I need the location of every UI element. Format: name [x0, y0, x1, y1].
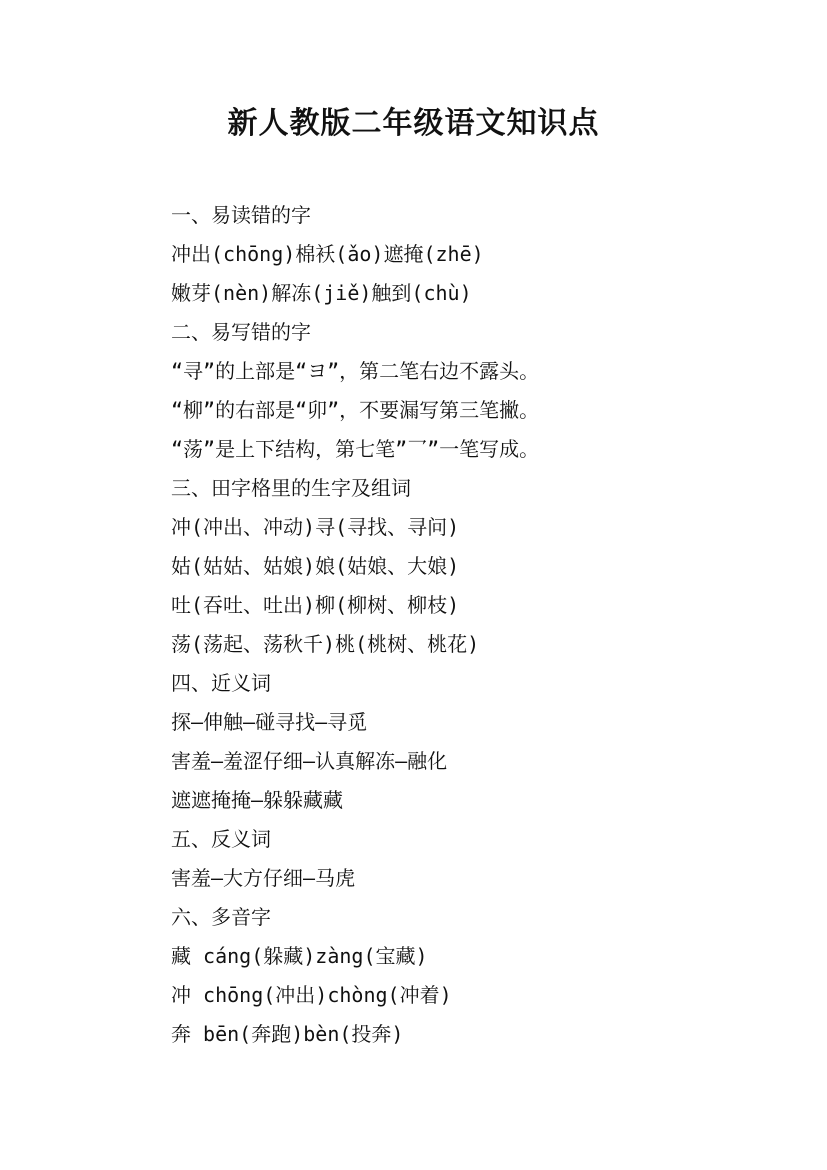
text-line: 遮遮掩掩—躲躲藏藏 — [171, 788, 344, 812]
section-heading-6: 六、多音字 — [171, 905, 271, 929]
text-line: 吐(吞吐、吐出)柳(柳树、柳枝) — [171, 593, 460, 617]
text-line: “寻”的上部是“ヨ”，第二笔右边不露头。 — [171, 359, 540, 383]
text-line: 嫩芽(nèn)解冻(jiě)触到(chù) — [171, 281, 472, 305]
section-heading-4: 四、近义词 — [171, 671, 271, 695]
text-line: 荡(荡起、荡秋千)桃(桃树、桃花) — [171, 632, 480, 656]
section-heading-3: 三、田字格里的生字及组词 — [171, 476, 411, 500]
section-heading-2: 二、易写错的字 — [171, 320, 311, 344]
text-line: 藏 cáng(躲藏)zàng(宝藏) — [171, 944, 428, 968]
text-line: 害羞—羞涩仔细—认真解冻—融化 — [171, 749, 448, 773]
text-line: 冲出(chōng)棉袄(ǎo)遮掩(zhē) — [171, 242, 484, 266]
section-heading-5: 五、反义词 — [171, 827, 271, 851]
text-line: 姑(姑姑、姑娘)娘(姑娘、大娘) — [171, 554, 460, 578]
text-line: 害羞—大方仔细—马虎 — [171, 866, 356, 890]
text-line: 探—伸触—碰寻找—寻觅 — [171, 710, 368, 734]
text-line: 冲(冲出、冲动)寻(寻找、寻问) — [171, 515, 460, 539]
text-line: 冲 chōng(冲出)chòng(冲着) — [171, 983, 452, 1007]
section-heading-1: 一、易读错的字 — [171, 203, 311, 227]
text-line: “荡”是上下结构，第七笔”乛”一笔写成。 — [171, 437, 540, 461]
text-line: 奔 bēn(奔跑)bèn(投奔) — [171, 1022, 404, 1046]
text-line: “柳”的右部是“卯”，不要漏写第三笔撇。 — [171, 398, 540, 422]
page-title: 新人教版二年级语文知识点 — [227, 106, 600, 141]
document-body — [171, 196, 791, 1054]
